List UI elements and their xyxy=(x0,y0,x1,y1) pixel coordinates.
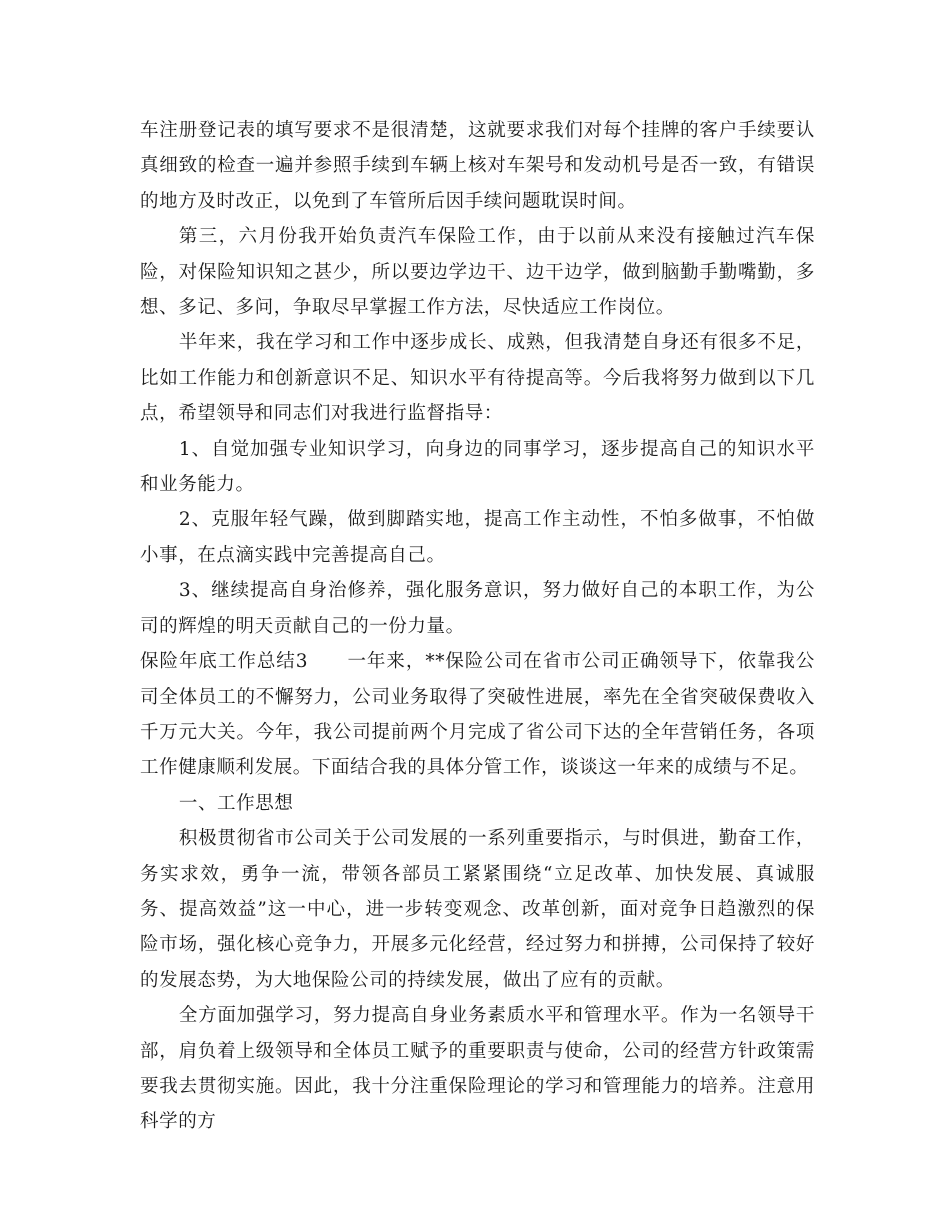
paragraph: 车注册登记表的填写要求不是很清楚，这就要求我们对每个挂牌的客户手续要认真细致的检查一遍并参照手续到车辆上核对车架号和发动机号是否一致，有错误的地方及时改正，以免到了车管所后因手续问题耽误时间。 xyxy=(140,120,815,212)
paragraph: 全方面加强学习，努力提高自身业务素质水平和管理水平。作为一名领导干部，肩负着上级领导和全体员工赋予的重要职责与使命，公司的经营方针政策需要我去贯彻实施。因此，我十分注重保险理论的学习和管理能力的培养。注意用科学的方 xyxy=(140,1005,815,1133)
document-body xyxy=(140,113,815,1140)
paragraph: 积极贯彻省市公司关于公司发展的一系列重要指示，与时俱进，勤奋工作，务实求效，勇争一流，带领各部员工紧紧围绕“立足改革、加快发展、真诚服务、提高效益”这一中心，进一步转变观念、改革创新，面对竞争日趋激烈的保险市场，强化核心竞争力，开展多元化经营，经过努力和拼搏，公司保持了较好的发展态势，为大地保险公司的持续发展，做出了应有的贡献。 xyxy=(140,828,815,991)
list-item: 3、继续提高自身治修养，强化服务意识，努力做好自己的本职工作，为公司的辉煌的明天贡献自己的一份力量。 xyxy=(140,580,815,637)
paragraph: 半年来，我在学习和工作中逐步成长、成熟，但我清楚自身还有很多不足，比如工作能力和创新意识不足、知识水平有待提高等。今后我将努力做到以下几点，希望领导和同志们对我进行监督指导： xyxy=(140,332,815,425)
list-item: 1、自觉加强专业知识学习，向身边的同事学习，逐步提高自己的知识水平和业务能力。 xyxy=(140,438,815,496)
paragraph: 第三，六月份我开始负责汽车保险工作，由于以前从来没有接触过汽车保险，对保险知识知之甚少，所以要边学边干、边干边学，做到脑勤手勤嘴勤，多想、多记、多问，争取尽早掌握工作方法，尽快适应工作岗位。 xyxy=(140,226,815,319)
section-heading: 一、工作思想 xyxy=(178,792,294,814)
list-item: 2、克服年轻气躁，做到脚踏实地，提高工作主动性，不怕多做事，不怕做小事，在点滴实践中完善提高自己。 xyxy=(140,509,815,566)
section-title-paragraph: 保险年底工作总结3 一年来，**保险公司在省市公司正确领导下，依靠我公司全体员工的不懈努力，公司业务取得了突破性进展，率先在全省突破保费收入千万元大关。今年，我公司提前两个月完成了省公司下达的全年营销任务，各项工作健康顺利发展。下面结合我的具体分管工作，谈谈这一年来的成绩与不足。 xyxy=(140,651,815,779)
